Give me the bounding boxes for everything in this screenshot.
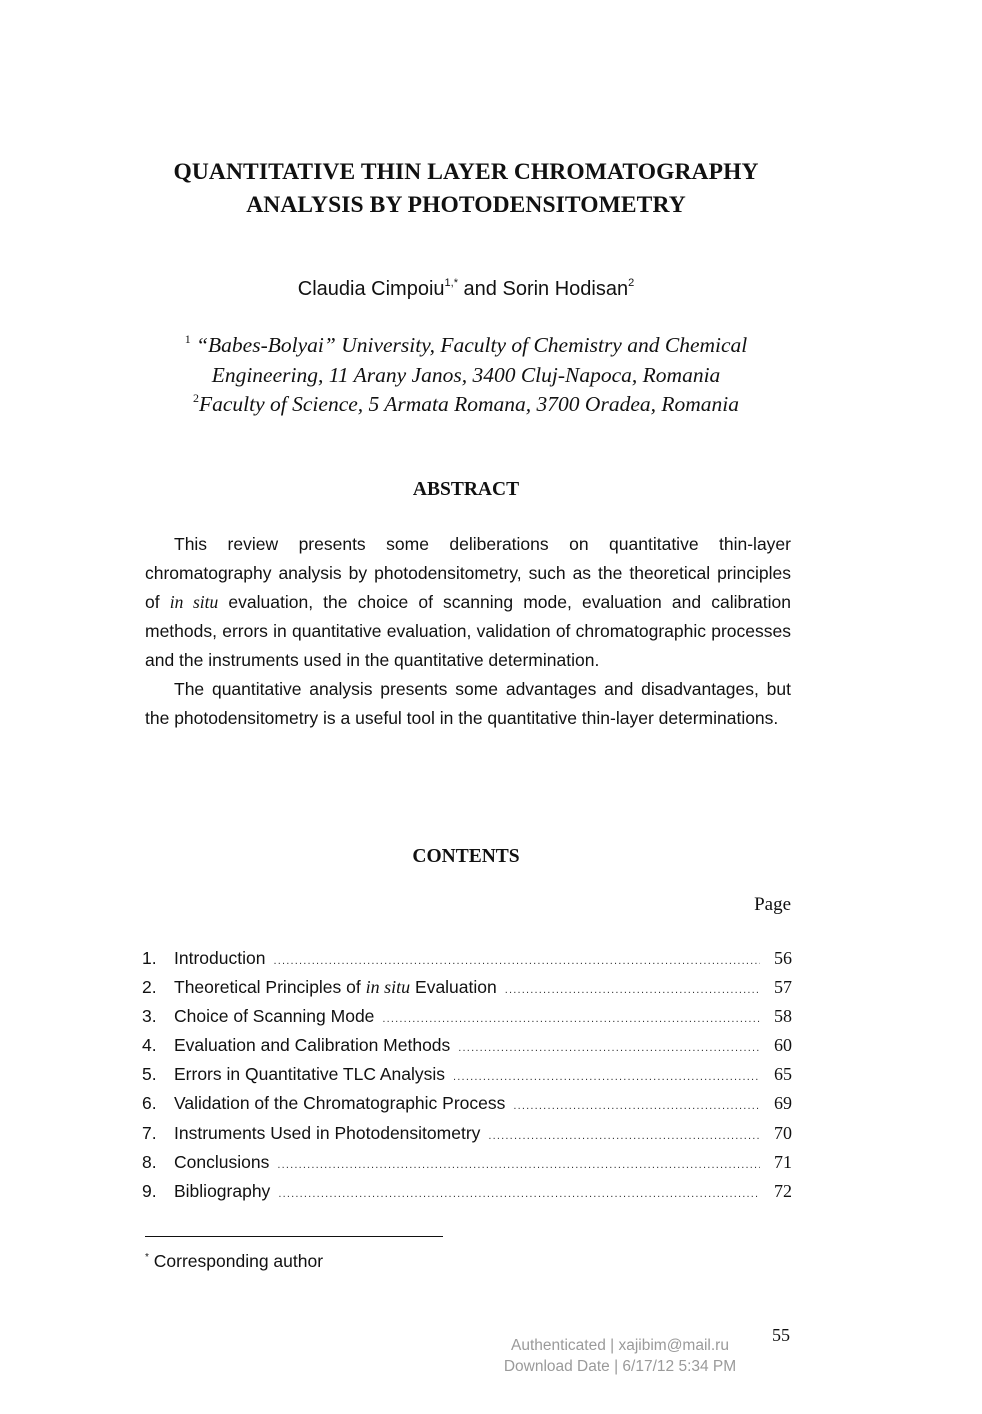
affiliation-mark: 2 xyxy=(193,391,199,405)
paper-title xyxy=(0,156,932,222)
toc-entry xyxy=(142,1093,792,1122)
footnote-text: Corresponding author xyxy=(153,1251,324,1271)
toc-entry-title: Theoretical Principles of in situ Evaluation xyxy=(174,977,497,998)
latin-term: in situ xyxy=(365,977,411,998)
toc-leader-dots xyxy=(277,1159,760,1171)
toc-entry-title: Conclusions xyxy=(174,1151,270,1172)
toc-entry-page: 56 xyxy=(774,948,792,968)
abstract-body xyxy=(145,530,791,733)
author-conjunction: and xyxy=(463,278,497,300)
toc-entry xyxy=(142,977,792,1006)
toc-entry xyxy=(142,1181,792,1210)
toc-entry-number: 1. xyxy=(142,948,157,968)
affiliation-line: Engineering, 11 Arany Janos, 3400 Cluj-Napoca, Romania xyxy=(211,362,721,387)
toc-entry xyxy=(142,1035,792,1064)
footnote-divider xyxy=(145,1236,443,1237)
latin-term: in situ xyxy=(169,592,219,612)
footnote-mark: * xyxy=(145,1252,149,1263)
toc-entry-title: Validation of the Chromatographic Process xyxy=(174,1093,506,1114)
toc-entry-page: 70 xyxy=(774,1122,792,1143)
toc-entry-title: Choice of Scanning Mode xyxy=(174,1006,375,1027)
footnote xyxy=(145,1249,323,1273)
toc-entry-title: Bibliography xyxy=(174,1180,271,1201)
toc-entry-number: 6. xyxy=(142,1093,157,1114)
toc-entry xyxy=(142,948,792,977)
toc-entry-page: 58 xyxy=(774,1006,792,1027)
toc-entry xyxy=(142,1152,792,1181)
contents-page-label: Page xyxy=(754,894,791,915)
toc-entry-number: 2. xyxy=(142,977,157,998)
toc-entry-number: 5. xyxy=(142,1064,157,1085)
toc-entry xyxy=(142,1064,792,1093)
toc-entry-page: 69 xyxy=(774,1093,792,1114)
toc-entry-title: Evaluation and Calibration Methods xyxy=(174,1035,451,1056)
title-line-2: ANALYSIS BY PHOTODENSITOMETRY xyxy=(246,192,686,218)
toc-entry-page: 57 xyxy=(774,977,792,998)
author-affiliation-mark: 1,* xyxy=(444,277,458,289)
toc-entry-number: 7. xyxy=(142,1122,157,1143)
watermark-line: Authenticated | xajibim@mail.ru xyxy=(511,1337,729,1354)
author-list xyxy=(0,276,932,302)
toc-entry-number: 3. xyxy=(142,1006,157,1027)
toc-entry-page: 65 xyxy=(774,1064,792,1085)
toc-entry-title: Errors in Quantitative TLC Analysis xyxy=(174,1064,446,1085)
toc-entry-page: 72 xyxy=(774,1180,792,1201)
page-number: 55 xyxy=(772,1325,790,1345)
toc-entry-number: 4. xyxy=(142,1035,157,1056)
toc-entry-page: 60 xyxy=(774,1035,792,1056)
abstract-heading: ABSTRACT xyxy=(412,479,520,500)
contents-heading: CONTENTS xyxy=(412,846,520,867)
affiliation-line: $^1$ “Babes-Bolyai” University, Faculty of Chemistry and Chemical xyxy=(184,332,748,357)
abstract-paragraph: The quantitative analysis presents some advantages and disadvantages, but the photodensitometry is a useful tool in the quantitative thin-layer determinations. xyxy=(145,679,791,728)
author-name: Sorin Hodisan xyxy=(502,278,629,300)
author-name: Claudia Cimpoiu xyxy=(297,278,445,300)
abstract-paragraph: This review presents some deliberations on quantitative thin-layer chromatography analysis by photodensitometry, such as the theoretical principles of in situ evaluation, the choice of scanning mode, evaluation and calibration methods, errors in quantitative evaluation, validation of chromatographic processes and the instruments used in the quantitative determination. xyxy=(145,534,791,670)
toc-leader-dots xyxy=(505,984,760,996)
download-watermark xyxy=(470,1335,770,1377)
toc-entry-page: 71 xyxy=(774,1151,792,1172)
table-of-contents xyxy=(142,948,792,1210)
toc-entry xyxy=(142,1123,792,1152)
toc-leader-dots xyxy=(488,1130,760,1142)
toc-leader-dots xyxy=(513,1100,760,1112)
toc-leader-dots xyxy=(453,1071,760,1083)
affiliation-line: $^2$Faculty of Science, 5 Armata Romana, 3700 Oradea, Romania xyxy=(193,391,739,416)
toc-leader-dots xyxy=(278,1188,760,1200)
toc-leader-dots xyxy=(382,1013,760,1025)
author-affiliation-mark: 2 xyxy=(628,277,635,289)
toc-entry-title: Introduction xyxy=(174,948,266,968)
toc-entry xyxy=(142,1006,792,1035)
toc-entry-title: Instruments Used in Photodensitometry xyxy=(174,1122,481,1143)
title-line-1: QUANTITATIVE THIN LAYER CHROMATOGRAPHY xyxy=(173,159,759,185)
toc-entry-number: 8. xyxy=(142,1151,157,1172)
affiliations xyxy=(0,331,932,420)
toc-leader-dots xyxy=(458,1042,760,1054)
toc-leader-dots xyxy=(273,955,760,967)
affiliation-mark: 1 xyxy=(184,332,191,346)
watermark-line: Download Date | 6/17/12 5:34 PM xyxy=(503,1358,737,1375)
toc-entry-number: 9. xyxy=(142,1180,157,1201)
